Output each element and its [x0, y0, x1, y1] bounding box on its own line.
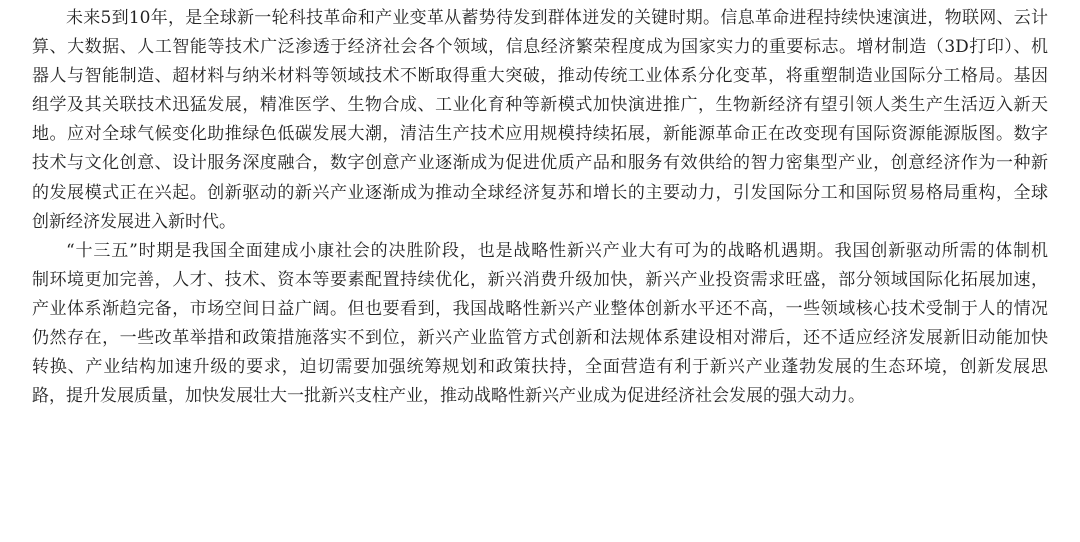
text-line: 路，提升发展质量，加快发展壮大一批新兴支柱产业，推动战略性新兴产业成为促进经济社会发展的强大动力。	[32, 386, 865, 407]
text-line: 产业体系渐趋完备，市场空间日益广阔。但也要看到，我国战略性新兴产业整体创新水平还不高，一些领域核心技术受制于人的情况	[32, 298, 1048, 319]
text-line: 的发展模式正在兴起。创新驱动的新兴产业逐渐成为推动全球经济复苏和增长的主要动力，引发国际分工和国际贸易格局重构，全球	[32, 182, 1048, 203]
text-line: “十三五”时期是我国全面建成小康社会的决胜阶段，也是战略性新兴产业大有可为的战略机遇期。我国创新驱动所需的体制机	[66, 240, 1048, 261]
text-line: 技术与文化创意、设计服务深度融合，数字创意产业逐渐成为促进优质产品和服务有效供给的智力密集型产业，创意经济作为一种新	[32, 153, 1048, 174]
document-body	[32, 4, 1048, 411]
text-line: 地。应对全球气候变化助推绿色低碳发展大潮，清洁生产技术应用规模持续拓展，新能源革命正在改变现有国际资源能源版图。数字	[32, 124, 1048, 145]
paragraph-1	[32, 4, 1048, 237]
text-line: 组学及其关联技术迅猛发展，精准医学、生物合成、工业化育种等新模式加快演进推广，生物新经济有望引领人类生产生活迈入新天	[32, 95, 1048, 116]
text-line: 创新经济发展进入新时代。	[32, 211, 236, 232]
text-line: 制环境更加完善，人才、技术、资本等要素配置持续优化，新兴消费升级加快，新兴产业投资需求旺盛，部分领域国际化拓展加速，	[32, 269, 1048, 290]
text-line: 未来5到10年，是全球新一轮科技革命和产业变革从蓄势待发到群体迸发的关键时期。信息革命进程持续快速演进，物联网、云计	[66, 8, 1048, 28]
paragraph-2	[32, 237, 1048, 412]
text-line: 仍然存在，一些改革举措和政策措施落实不到位，新兴产业监管方式创新和法规体系建设相对滞后，还不适应经济发展新旧动能加快	[32, 328, 1048, 349]
text-line: 算、大数据、人工智能等技术广泛渗透于经济社会各个领域，信息经济繁荣程度成为国家实力的重要标志。增材制造（3D打印）、机	[32, 37, 1048, 58]
text-line: 转换、产业结构加速升级的要求，迫切需要加强统筹规划和政策扶持，全面营造有利于新兴产业蓬勃发展的生态环境，创新发展思	[32, 357, 1048, 378]
text-line: 器人与智能制造、超材料与纳米材料等领域技术不断取得重大突破，推动传统工业体系分化变革，将重塑制造业国际分工格局。基因	[32, 66, 1048, 87]
